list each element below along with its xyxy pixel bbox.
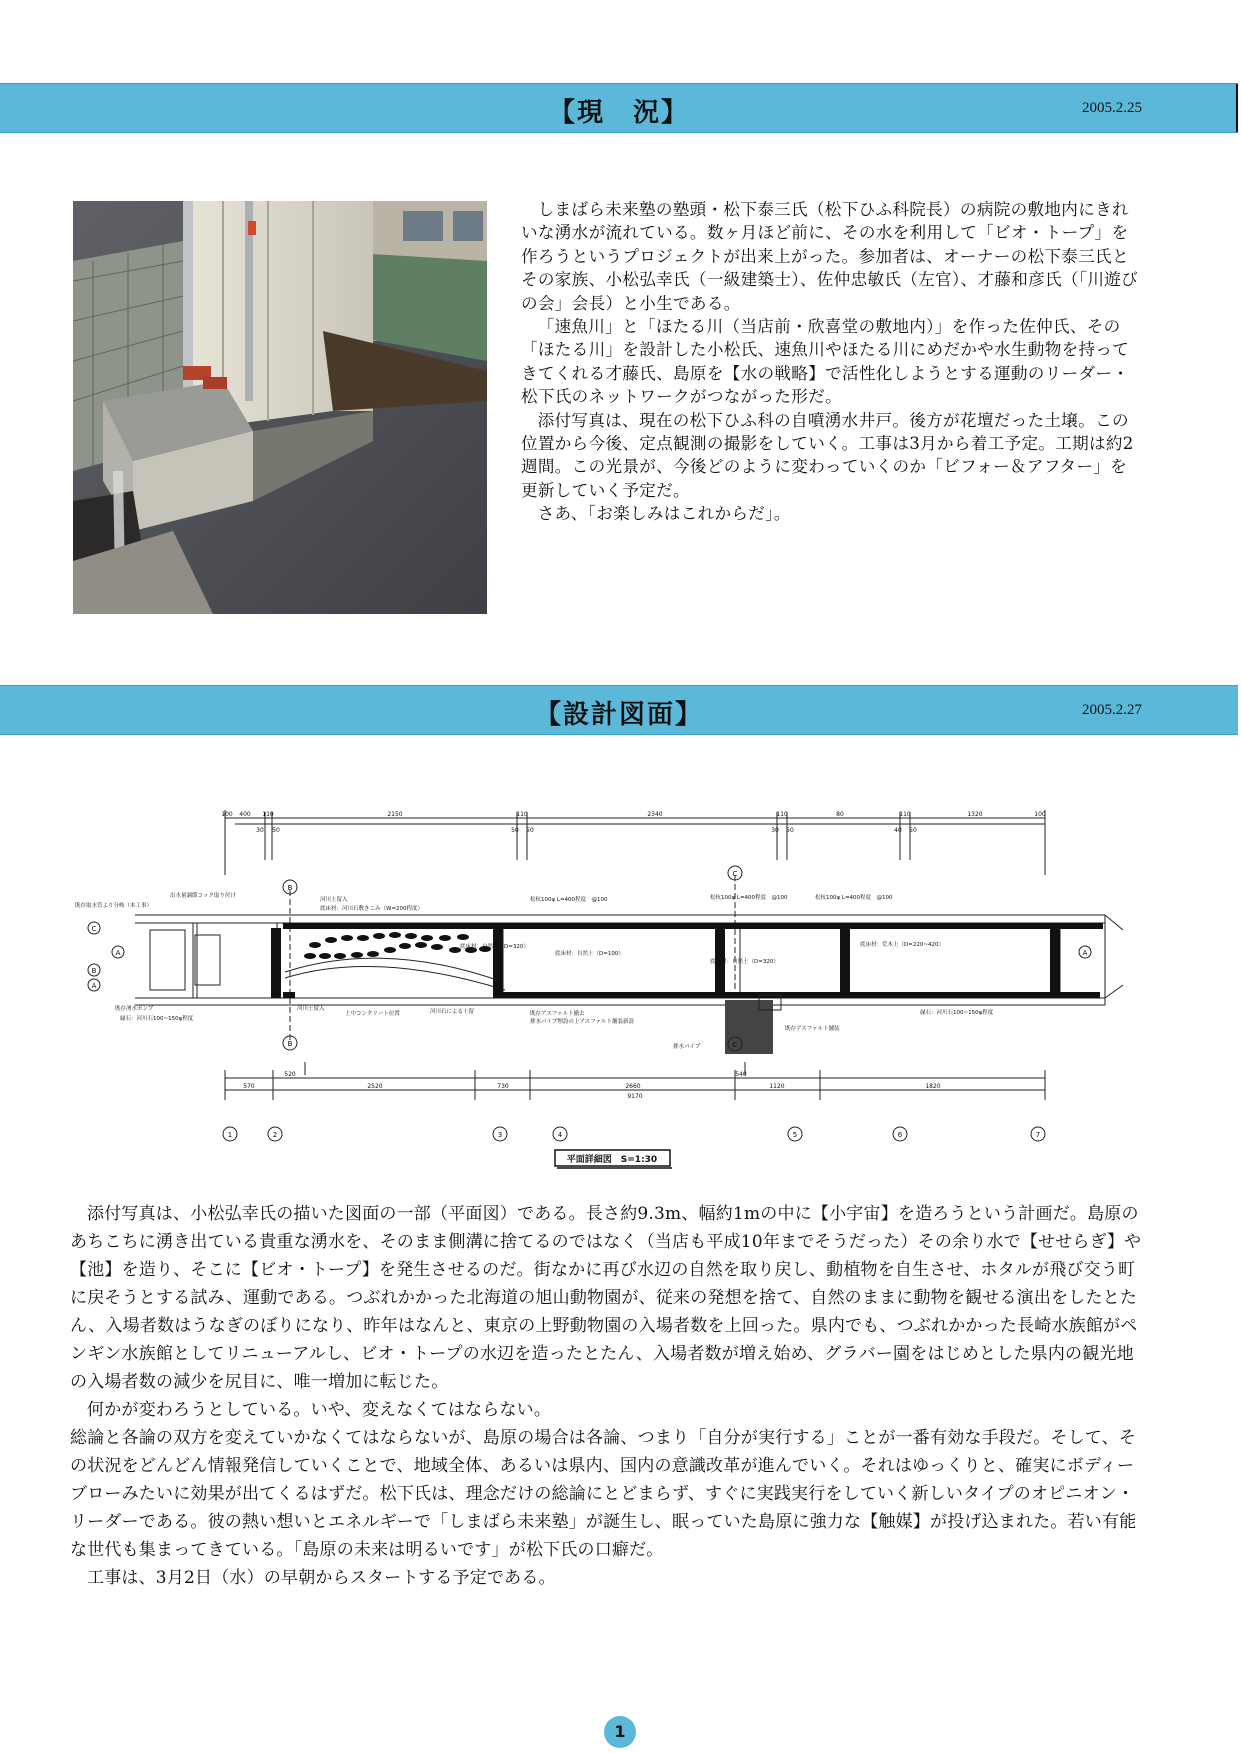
dim-label: 30 (771, 827, 779, 834)
drawing-note: 土中コンクリート位置 (345, 1011, 400, 1017)
dim-label: 50 (786, 827, 794, 834)
section-mark-b: B (287, 1040, 293, 1048)
dim-label: 2660 (625, 1083, 641, 1090)
section-mark-a: A (1082, 949, 1088, 957)
drawing-note: 松杭100φ L=400程度 @100 (530, 897, 608, 903)
drawing-note: 縁石：河川石100~150φ程度 (120, 1016, 194, 1022)
dim-label: 110 (516, 811, 528, 818)
drawing-note: 排水パイプ (673, 1044, 701, 1050)
paragraph: 添付写真は、現在の松下ひふ科の自噴湧水井戸。後方が花壇だった土壌。この位置から今後、定点観測の撮影をしていく。工事は3月から着工予定。工期は約2週間。この光景が、今後どのように変わっていくのか「ビフォー＆アフター」を更新していく予定だ。 (521, 410, 1134, 500)
section-mark-b: B (91, 967, 97, 975)
section-mark-b: B (287, 884, 293, 892)
dim-label: 100 (221, 811, 233, 818)
header-edge-mark (1236, 84, 1238, 132)
dim-label: 50 (511, 827, 519, 834)
dim-label: 570 (243, 1083, 255, 1090)
section-mark-a: A (91, 982, 97, 990)
dim-label: 50 (272, 827, 280, 834)
drawing-note: 底床材：自然土（D=320） (460, 944, 529, 950)
dim-label: 40 (894, 827, 902, 834)
grid-number: 7 (1035, 1131, 1041, 1139)
section-header-design (0, 685, 1238, 735)
grid-number: 1 (227, 1131, 233, 1139)
section-mark-c: C (732, 1041, 738, 1049)
drawing-note: 松杭100φ L=400程度 @100 (815, 895, 893, 901)
paragraph: 「速魚川」と「ほたる川（当店前・欣喜堂の敷地内）」を作った佐仲氏、その「ほたる川」を設計した小松氏、速魚川やほたる川にめだかや水生動物を持ってきてくれる才藤氏、島原を【水の戦略】で活性化しようとする運動のリーダー・松下氏のネットワークがつながった形だ。 (521, 317, 1130, 407)
section-mark-c: C (91, 925, 97, 933)
dim-label: 50 (526, 827, 534, 834)
dim-label: 1320 (967, 811, 983, 818)
dim-label: 2340 (647, 811, 663, 818)
section-mark-c: C (732, 870, 738, 878)
section-title: 【現 況】 (548, 98, 689, 128)
grid-number: 5 (792, 1131, 798, 1139)
dim-label: 110 (899, 811, 911, 818)
dim-label: 520 (284, 1071, 296, 1078)
dim-label: 1820 (925, 1083, 941, 1090)
drawing-note: 出水量調節コック取り付け (170, 893, 236, 899)
drawing-caption: 平面詳細図 S=1:30 (566, 1155, 658, 1165)
paragraph: さあ、「お楽しみはこれからだ」。 (537, 504, 791, 524)
drawing-note: 底床材：自然土（D=320） (710, 959, 779, 965)
dim-label: 400 (239, 811, 251, 818)
grid-number: 4 (557, 1131, 563, 1139)
grid-number: 2 (272, 1131, 278, 1139)
paragraph: 何かが変わろうとしている。いや、変えなくてはならない。 (87, 1400, 552, 1420)
section-title: 【設計図面】 (534, 700, 703, 730)
drawing-note: 既存アスファルト舗装 (785, 1026, 840, 1032)
dim-label: 100 (1034, 811, 1046, 818)
dim-label: 2150 (387, 811, 403, 818)
paragraph: 添付写真は、小松弘幸氏の描いた図面の一部（平面図）である。長さ約9.3m、幅約1mの中に【小宇宙】を造ろうという計画だ。島原のあちこちに湧き出ている貴重な湧水を、そのまま側溝に捨てるのではなく（当店も平成10年までそうだった）その余り水で【せせらぎ】や【池】を造り、そこに【ビオ・トープ】を発生させるのだ。街なかに再び水辺の自然を取り戻し、動植物を自生させ、ホタルが飛び交う町に戻そうとする試み、運動である。つぶれかかった北海道の旭山動物園が、従来の発想を捨て、自然のままに動物を観せる演出をしたとたん、入場者数はうなぎのぼりになり、昨年はなんと、東京の上野動物園の入場者数を上回った。県内でも、つぶれかかった長崎水族館がペンギン水族館としてリニューアルし、ビオ・トープの水辺を造ったとたん、入場者数が増え始め、グラバー園をはじめとした県内の観光地の入場者数の減少を尻目に、唯一増加に転じた。 (70, 1204, 1142, 1392)
drawing-note: 排水パイプ埋設の上アスファルト舗装新設 (530, 1019, 635, 1025)
grid-number: 3 (497, 1131, 503, 1139)
drawing-note: 河川石による土留 (430, 1009, 475, 1015)
dim-label: 540 (735, 1071, 747, 1078)
dim-label: 110 (776, 811, 788, 818)
drawing-note: 河川土留入 (320, 897, 348, 903)
section-date: 2005.2.25 (1082, 100, 1142, 116)
plan-drawing (75, 800, 1175, 1170)
drawing-note: 縁石：河川石100~150φ程度 (920, 1010, 994, 1016)
section2-body (70, 1200, 1145, 1592)
dim-label: 80 (836, 811, 844, 818)
drawing-note: 既存湧水ポンプ (115, 1006, 154, 1012)
drawing-note: 底床材：河川石敷きこみ（W=200程度） (320, 906, 424, 912)
dim-label: 2520 (367, 1083, 383, 1090)
drawing-note: 河川土留入 (297, 1006, 325, 1012)
spring-well-photo (73, 201, 487, 614)
paragraph: 工事は、3月2日（水）の早朝からスタートする予定である。 (87, 1568, 556, 1588)
drawing-note: 既存取水管より分岐（本工事） (75, 903, 153, 909)
dim-label: 9170 (627, 1093, 643, 1100)
paragraph: しまばら未来塾の塾頭・松下泰三氏（松下ひふ科院長）の病院の敷地内にきれいな湧水が流れている。数ヶ月ほど前に、その水を利用して「ビオ・トープ」を作ろうというプロジェクトが出来上がった。参加者は、オーナーの松下泰三氏とその家族、小松弘幸氏（一級建築士）、佐仲忠敏氏（左官）、才藤和彦氏（「川遊びの会」会長）と小生である。 (521, 200, 1139, 313)
section1-body (521, 198, 1143, 526)
drawing-note: 既存アスファルト撤去 (530, 1011, 585, 1017)
grid-number: 6 (897, 1131, 903, 1139)
section-mark-a: A (115, 949, 121, 957)
paragraph: 総論と各論の双方を変えていかなくてはならないが、島原の場合は各論、つまり「自分が実行する」ことが一番有効な手段だ。そして、その状況をどんどん情報発信していくことで、地域全体、あるいは県内、国内の意識改革が進んでいく。それはゆっくりと、確実にボディーブローみたいに効果が出てくるはずだ。松下氏は、理念だけの総論にとどまらず、すぐに実践実行をしていく新しいタイプのオピニオン・リーダーである。彼の熱い想いとエネルギーで「しまばら未来塾」が誕生し、眠っていた島原に強力な【触媒】が投げ込まれた。若い有能な世代も集まってきている。「島原の未来は明るいです」が松下氏の口癖だ。 (70, 1428, 1137, 1560)
dim-label: 50 (909, 827, 917, 834)
drawing-note: 底床材：自然土（D=100） (555, 951, 624, 957)
section-date: 2005.2.27 (1082, 702, 1142, 718)
page-number: 1 (604, 1716, 636, 1748)
dim-label: 1120 (769, 1083, 785, 1090)
section-header-current (0, 83, 1238, 133)
dim-label: 110 (262, 811, 274, 818)
dim-label: 730 (497, 1083, 509, 1090)
drawing-note: 底床材：荒木土（D=220~420） (860, 942, 944, 948)
dim-label: 30 (256, 827, 264, 834)
drawing-note: 松杭100φ L=400程度 @100 (710, 895, 788, 901)
